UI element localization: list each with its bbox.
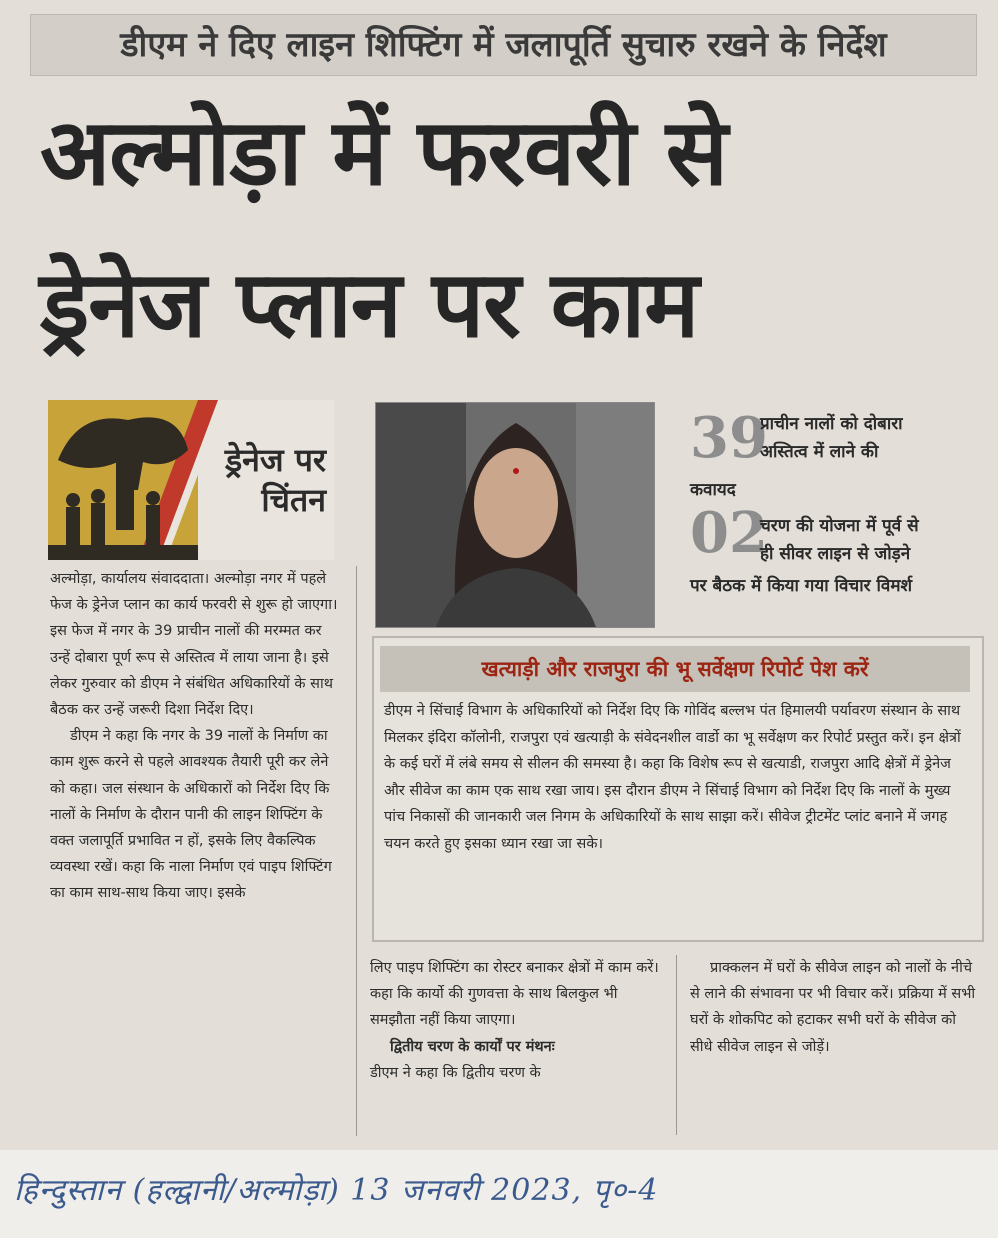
subheading: द्वितीय चरण के कार्यों पर मंथनः [390, 1038, 555, 1055]
body-column-3 [690, 955, 980, 1060]
section-logo [48, 400, 334, 560]
logo-title-line-2: चिंतन [261, 481, 326, 519]
body-paragraph: डीएम ने कहा कि द्वितीय चरण के [370, 1064, 541, 1081]
body-paragraph: लिए पाइप शिफ्टिंग का रोस्टर बनाकर क्षेत्रों में काम करें। कहा कि कार्यो की गुणवत्ता के साथ बिलकुल भी समझौता नहीं किया जाएगा। [370, 960, 659, 1029]
body-paragraph: अल्मोड़ा, कार्यालय संवाददाता। अल्मोड़ा नगर में पहले फेज के ड्रेनेज प्लान का कार्य फरवरी से शुरू हो जाएगा। इस फेज में नगर के 39 प्राचीन नालों की मरम्मत कर उन्हें दोबारा पूर्ण रूप से अस्तित्व में लाया जाना है। इसे लेकर गुरुवार को डीएम ने संबंधित अधिकारियों के साथ बैठक कर उन्हें जरूरी दिशा निर्देश दिए। [50, 571, 338, 719]
boxed-story-title: खत्याड़ी और राजपुरा की भू सर्वेक्षण रिपोर्ट पेश करें [380, 646, 970, 692]
body-column-2 [370, 955, 662, 1086]
headline-line-2: ड्रेनेज प्लान पर काम [40, 251, 699, 358]
handwritten-source-note: हिन्दुस्तान (हल्द्वानी/अल्मोड़ा) 13 जनवरी 2023, पृ०-4 [14, 1173, 659, 1208]
body-paragraph: डीएम ने कहा कि नगर के 39 नालों के निर्माण का काम शुरू करने से पहले आवश्यक तैयारी पूरी कर लेने को कहा। जल संस्थान के अधिकारों को निर्देश दिए कि नालों के निर्माण के दौरान पानी की लाइन शिफ्टिंग के वक्त जलापूर्ति प्रभावित न हों, इसके लिए वैकल्पिक व्यवस्था रखें। कहा कि नाला निर्माण एवं पाइप शिफ्टिंग का काम साथ-साथ किया जाए। इसके [50, 728, 332, 902]
body-column-1 [50, 566, 342, 907]
boxed-story [372, 636, 984, 942]
portrait-illustration [376, 403, 654, 627]
official-photo [375, 402, 655, 628]
stat-text-02-line-2: ही सीवर लाइन से जोड़ने [760, 544, 911, 564]
boxed-story-body: डीएम ने सिंचाई विभाग के अधिकारियों को निर्देश दिए कि गोविंद बल्लभ पंत हिमालयी पर्यावरण संस्थान के साथ मिलकर इंदिरा कॉलोनी, राजपुरा एवं खत्याड़ी के संवेदनशील वार्डो का भू सर्वेक्षण कर रिपोर्ट प्रस्तुत करें। इन क्षेत्रों के कई घरों में लंबे समय से सीलन की समस्या है। कहा कि विशेष रूप से खत्याडी, राजपुरा आदि क्षेत्रों में ड्रेनेज और सीवेज का काम एक साथ रखा जाय। इस दौरान डीएम ने सिंचाई विभाग को निर्देश दिए कि नालों के मुख्य पांच निकासों की जानकारी जल निगम के अधिकारियों के साथ साझा करें। सीवेज ट्रीटमेंट प्लांट बनाने में जगह चयन करते हुए इसका ध्यान रखा जा सके। [384, 703, 961, 852]
body-paragraph: प्राक्कलन में घरों के सीवेज लाइन को नालों के नीचे से लाने की संभावना पर भी विचार करें। प्रक्रिया में सभी घरों के शोकपिट को हटाकर सभी घरों के सीवेज को सीधे सीवेज लाइन से जोड़ें। [690, 960, 976, 1055]
stat-text-02-line-1: चरण की योजना में पूर्व से [760, 516, 919, 536]
logo-title-line-1: ड्रेनेज पर [224, 441, 326, 479]
article-kicker: डीएम ने दिए लाइन शिफ्टिंग में जलापूर्ति सुचारु रखने के निर्देश [30, 14, 977, 76]
stat-text-39-line-2: अस्तित्व में लाने की [760, 442, 879, 462]
stat-text-39-line-3: कवायद [690, 480, 736, 500]
stat-number-39: 39 [690, 405, 768, 471]
stat-text-02-line-3: पर बैठक में किया गया विचार विमर्श [690, 576, 913, 596]
column-divider [676, 955, 677, 1135]
stat-number-02: 02 [690, 500, 768, 566]
headline-line-1: अल्मोड़ा में फरवरी से [40, 99, 727, 206]
column-divider [356, 566, 357, 1136]
stat-text-39-line-1: प्राचीन नालों को दोबारा [760, 414, 903, 434]
